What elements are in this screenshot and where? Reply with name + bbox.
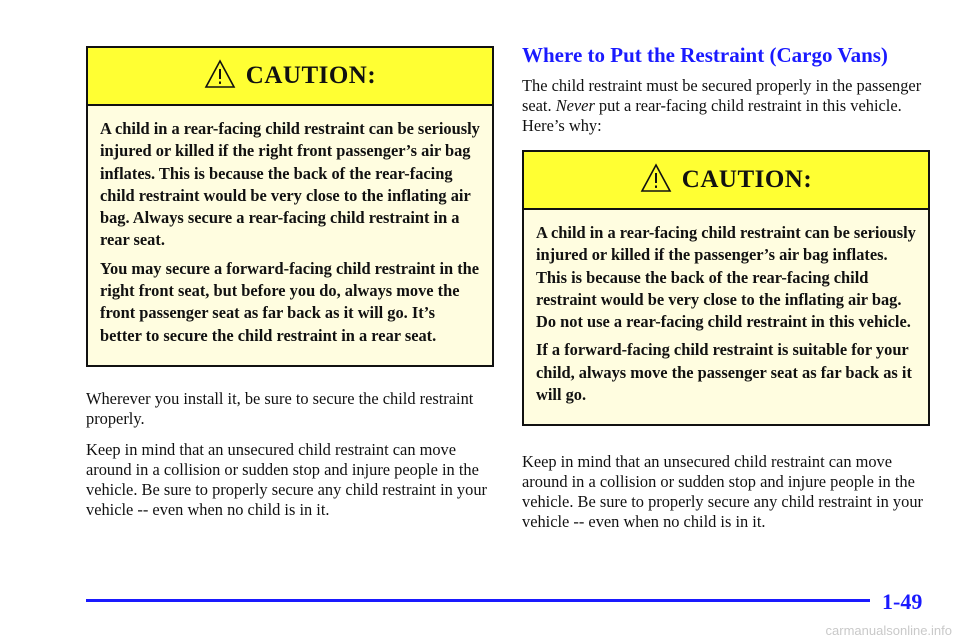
watermark: carmanualsonline.info — [825, 623, 952, 638]
caution-box-left — [86, 46, 494, 367]
caution-body — [524, 210, 928, 424]
caution-paragraph: A child in a rear-facing child restraint can be seriously injured or killed if the right front passenger’s air bag inflates. This is because the back of the rear-facing child restraint would be very close to the inflating air bag. Always secure a rear-facing child restraint in a rear seat. — [100, 119, 480, 250]
caution-title: CAUTION: — [681, 166, 813, 193]
warning-triangle-icon — [640, 163, 672, 193]
section-heading: Where to Put the Restraint (Cargo Vans) — [522, 43, 888, 67]
caution-paragraph: A child in a rear-facing child restraint can be seriously injured or killed if the passenger’s air bag inflates. This is because the back of the rear-facing child restraint would be very close to the inflating air bag. Do not use a rear-facing child restraint in this vehicle. — [536, 223, 916, 332]
caution-paragraph: You may secure a forward-facing child restraint in the right front seat, but before you do, always move the front passenger seat as far back as it will go. It’s better to secure the child restraint in a rear seat. — [100, 258, 480, 345]
caution-box-right — [522, 150, 930, 426]
intro-emphasis: Never — [555, 96, 595, 115]
intro-paragraph — [522, 76, 930, 136]
page-number: 1-49 — [882, 589, 923, 614]
intro-text: The child restraint must be secured properly in the passenger seat. — [522, 76, 922, 115]
caution-paragraph: If a forward-facing child restraint is suitable for your child, always move the passenger seat as far back as it will go. — [536, 340, 912, 405]
caution-header — [88, 48, 492, 106]
footer-rule — [86, 599, 870, 602]
body-paragraph: Keep in mind that an unsecured child restraint can move around in a collision or sudden stop and injure people in the vehicle. Be sure to properly secure any child restraint in your vehicle -- even when no child is in it. — [86, 440, 487, 519]
intro-text: put a rear-facing child restraint in this vehicle. Here’s why: — [522, 96, 902, 135]
warning-triangle-icon — [204, 59, 236, 89]
body-paragraph: Keep in mind that an unsecured child restraint can move around in a collision or sudden stop and injure people in the vehicle. Be sure to properly secure any child restraint in your vehicle -- even when no child is in it. — [522, 452, 923, 531]
caution-title: CAUTION: — [245, 62, 377, 89]
body-paragraph: Wherever you install it, be sure to secure the child restraint properly. — [86, 389, 474, 428]
caution-header — [524, 152, 928, 210]
caution-body — [88, 106, 492, 365]
